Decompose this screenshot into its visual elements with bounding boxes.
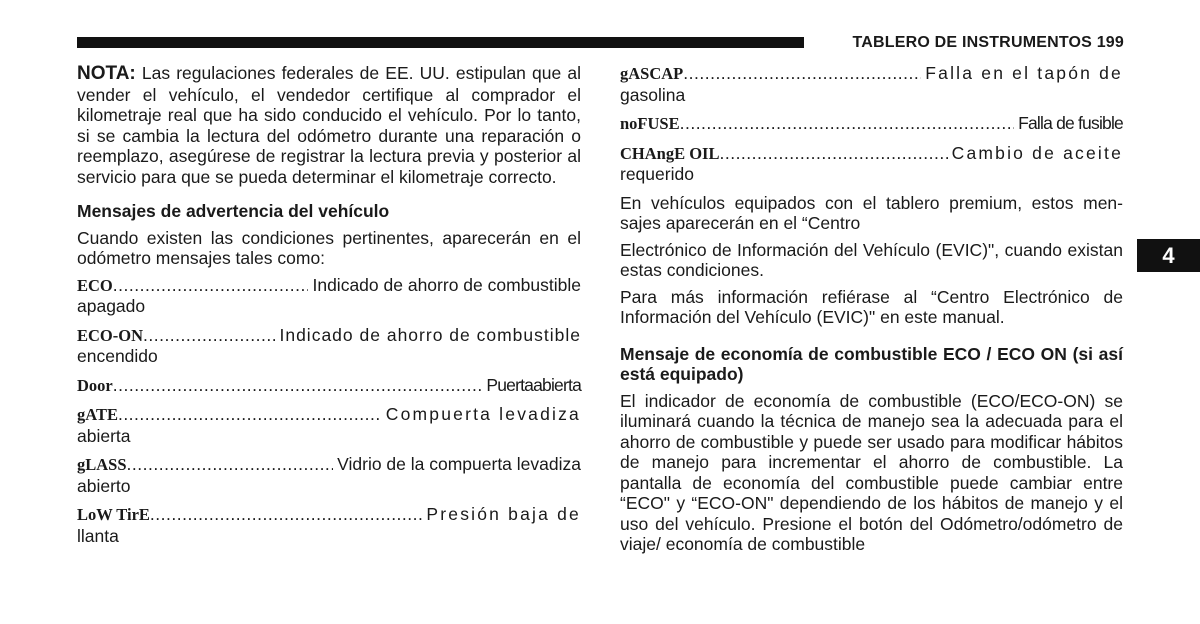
message-description-continued: gasolina bbox=[620, 84, 686, 105]
leader-dots bbox=[127, 454, 334, 475]
message-description: Indicado de ahorro de combustible bbox=[312, 274, 581, 295]
leader-dots bbox=[118, 404, 382, 425]
section-title-warnings: Mensajes de advertencia del vehículo bbox=[77, 201, 390, 221]
message-entry bbox=[77, 404, 581, 446]
message-description-continued: abierto bbox=[77, 475, 131, 496]
message-entry bbox=[620, 113, 1123, 135]
message-description-continued: encendido bbox=[77, 346, 158, 366]
note-label: NOTA: bbox=[77, 63, 136, 84]
page-header-title: TABLERO DE INSTRUMENTOS 199 bbox=[852, 34, 1124, 51]
left-column bbox=[77, 63, 581, 554]
message-code: gATE bbox=[77, 405, 118, 424]
message-description: Vidrio de la compuerta levadiza bbox=[337, 454, 581, 474]
message-entry bbox=[77, 375, 581, 397]
message-code: Door bbox=[77, 375, 113, 395]
message-description: Indicado de ahorro de combustible bbox=[279, 324, 581, 345]
leader-dots bbox=[719, 143, 947, 164]
message-code: ECO-ON bbox=[77, 325, 143, 345]
note-paragraph bbox=[77, 63, 581, 187]
premium-cluster-paragraph: En vehículos equipados con el tablero premium, estos men-sajes aparecerán en el “Centro bbox=[620, 192, 1123, 233]
message-code: gLASS bbox=[77, 455, 127, 474]
message-description: Cambio de aceite bbox=[951, 142, 1123, 163]
message-entry bbox=[620, 63, 1123, 105]
message-entry bbox=[620, 143, 1123, 185]
message-description: Falla en el tapón de bbox=[925, 63, 1123, 83]
message-description-continued: abierta bbox=[77, 425, 131, 446]
leader-dots bbox=[113, 275, 309, 296]
message-code: noFUSE bbox=[620, 114, 680, 133]
message-description-continued: llanta bbox=[77, 525, 119, 546]
right-column bbox=[620, 63, 1123, 565]
message-entry bbox=[77, 325, 581, 367]
evic-reference-paragraph: Para más información refiérase al “Centro Electrónico de Información del Vehículo (EVIC)" en este manual. bbox=[620, 286, 1123, 327]
message-entry bbox=[77, 504, 581, 546]
warnings-intro: Cuando existen las condiciones pertinentes, aparecerán en el odómetro mensajes tales como: bbox=[77, 227, 581, 268]
message-description: Puertaabierta bbox=[486, 374, 581, 395]
leader-dots bbox=[683, 63, 921, 84]
message-description: Compuerta levadiza bbox=[385, 404, 581, 424]
note-text: Las regulaciones federales de EE. UU. estipulan que al vender el vehículo, el vendedor certifique al comprador el kilometraje real que ha sido conducido el vehículo. Por lo tanto, si se cambia la lectura del odómetro durante una reparación o reemplazo, asegúrese de registrar la lectura previa y posterior al servicio para que se pueda determinar el kilometraje correcto. bbox=[77, 63, 581, 187]
leader-dots bbox=[680, 113, 1014, 134]
message-description: Falla de fusible bbox=[1018, 113, 1123, 133]
message-code: CHAngE OIL bbox=[620, 143, 720, 163]
message-code: gASCAP bbox=[620, 64, 684, 83]
message-code: ECO bbox=[77, 275, 113, 295]
message-description-continued: apagado bbox=[77, 296, 146, 316]
leader-dots bbox=[113, 375, 483, 396]
leader-dots bbox=[150, 504, 422, 525]
message-description: Presión baja de bbox=[426, 504, 581, 524]
message-code: LoW TirE bbox=[77, 505, 150, 524]
message-entry bbox=[77, 275, 581, 317]
message-description-continued: requerido bbox=[620, 164, 694, 184]
leader-dots bbox=[143, 325, 275, 346]
chapter-tab: 4 bbox=[1137, 239, 1200, 272]
header-rule bbox=[77, 37, 804, 48]
fuel-economy-paragraph: El indicador de economía de combustible (ECO/ECO-ON) se iluminará cuando la técnica de manejo sea la adecuada para el ahorro de combustible y puede ser usado para modificar hábitos de manejo para incrementar el ahorro de combustible. La pantalla de economía del combustible puede cambiar entre “ECO" y “ECO-ON" dependiendo de los hábitos de manejo y el uso del vehículo. Presione el botón del Odómetro/odómetro de viaje/ economía de combustible bbox=[620, 390, 1123, 554]
evic-paragraph: Electrónico de Información del Vehículo (EVIC)", cuando existan estas condiciones. bbox=[620, 239, 1123, 280]
message-entry bbox=[77, 454, 581, 496]
section-title-fuel-economy: Mensaje de economía de combustible ECO / ECO ON (si así está equipado) bbox=[620, 343, 1123, 384]
